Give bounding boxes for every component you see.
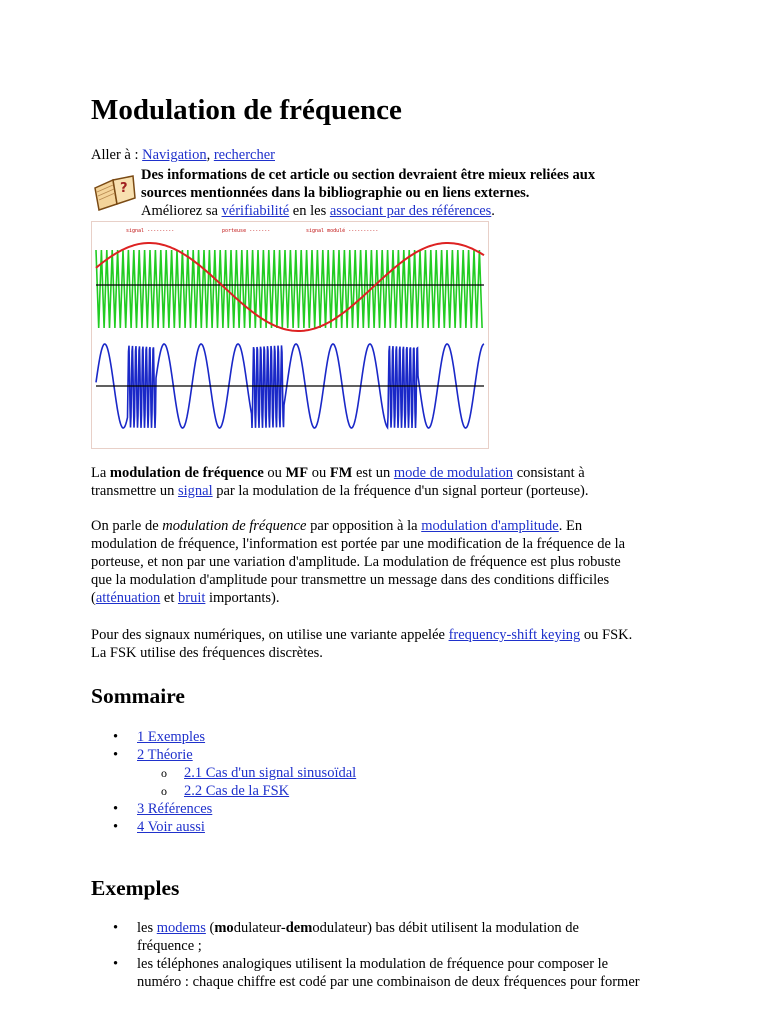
toc-link-theorie[interactable]: 2 Théorie xyxy=(137,747,193,763)
amplitude-modulation-link[interactable]: modulation d'amplitude xyxy=(421,518,559,534)
ex2-line-1: les téléphones analogiques utilisent la modulation de fréquence pour composer le xyxy=(137,956,609,972)
legend-signal: signal --------- xyxy=(126,228,175,234)
p2-text-1: On parle de xyxy=(91,518,163,534)
toc-subitem xyxy=(91,782,691,800)
jump-links xyxy=(91,146,275,164)
toc-heading: Sommaire xyxy=(91,684,185,708)
p2-line-2: modulation de fréquence, l'information est portée par une modification de la fréquence de la xyxy=(91,536,626,552)
jump-prefix: Aller à : xyxy=(91,147,143,163)
fm-illustration xyxy=(91,221,489,449)
toc-link-fsk[interactable]: 2.2 Cas de la FSK xyxy=(184,783,290,799)
toc-item xyxy=(91,728,691,746)
p1-text-3: ou xyxy=(308,465,330,481)
search-link[interactable]: rechercher xyxy=(213,147,275,163)
toc-subitem xyxy=(91,764,691,782)
toc-item xyxy=(91,746,691,764)
p2-italic: modulation de fréquence xyxy=(162,518,307,534)
table-of-contents xyxy=(91,728,691,836)
notice-mid-text: en les xyxy=(289,203,330,219)
notice-line-1: Des informations de cet article ou section devraient être mieux reliées aux xyxy=(141,167,596,183)
p1-text-5: consistant à xyxy=(513,465,585,481)
p2-text-5: ( xyxy=(91,590,96,606)
p3-line-2: La FSK utilise des fréquences discrètes. xyxy=(91,645,323,661)
ex1-text-2: ( xyxy=(205,920,215,936)
ex1-text-3: dulateur- xyxy=(233,920,286,936)
p2-text-6: et xyxy=(160,590,178,606)
toc-link-voir-aussi[interactable]: 4 Voir aussi xyxy=(137,819,205,835)
p2-line-4: que la modulation d'amplitude pour transmettre un message dans des conditions difficiles xyxy=(91,572,610,588)
book-question-icon xyxy=(91,168,139,212)
modems-link[interactable]: modems xyxy=(156,920,206,936)
noise-link[interactable]: bruit xyxy=(177,590,206,606)
verifiability-link[interactable]: vérifiabilité xyxy=(221,203,290,219)
fsk-link[interactable]: frequency-shift keying xyxy=(448,627,581,643)
toc-link-exemples[interactable]: 1 Exemples xyxy=(137,729,206,745)
toc-item xyxy=(91,800,691,818)
notice-line-2: sources mentionnées dans la bibliographie ou en liens externes. xyxy=(141,185,530,201)
p1-text-7: par la modulation de la fréquence d'un signal porteur (porteuse). xyxy=(212,483,589,499)
examples-list xyxy=(91,919,691,991)
ex1-text-1: les xyxy=(137,920,157,936)
p1-text-2: ou xyxy=(263,465,286,481)
notice-end-text: . xyxy=(491,203,495,219)
jump-separator: , xyxy=(206,147,214,163)
p2-text-3: . En xyxy=(558,518,583,534)
p1-text-4: est un xyxy=(352,465,394,481)
p1-bold-3: FM xyxy=(329,465,353,481)
p1-bold-1: modulation de fréquence xyxy=(109,465,264,481)
ex2-line-2: numéro : chaque chiffre est codé par une combinaison de deux fréquences pour former xyxy=(137,974,640,990)
fsk-paragraph xyxy=(91,626,671,662)
toc-link-sinusoidal[interactable]: 2.1 Cas d'un signal sinusoïdal xyxy=(184,765,357,781)
modulation-mode-link[interactable]: mode de modulation xyxy=(393,465,514,481)
notice-improve-text: Améliorez sa xyxy=(141,203,222,219)
page-title: Modulation de fréquence xyxy=(91,94,402,126)
p2-text-7: importants). xyxy=(205,590,280,606)
carrier-wave xyxy=(96,250,482,328)
p3-text-1: Pour des signaux numériques, on utilise une variante appelée xyxy=(91,627,449,643)
p2-text-2: par opposition à la xyxy=(306,518,422,534)
example-item xyxy=(91,955,691,991)
p2-line-3: porteuse, et non par une variation d'amplitude. La modulation de fréquence est plus robuste xyxy=(91,554,621,570)
p1-bold-2: MF xyxy=(285,465,309,481)
fm-diagram xyxy=(92,222,488,448)
references-link[interactable]: associant par des références xyxy=(329,203,492,219)
examples-heading: Exemples xyxy=(91,876,180,900)
comparison-paragraph xyxy=(91,517,671,607)
svg-text:?: ? xyxy=(120,181,128,196)
signal-link[interactable]: signal xyxy=(177,483,213,499)
navigation-link[interactable]: Navigation xyxy=(142,147,207,163)
ex1-line-2: fréquence ; xyxy=(137,938,202,954)
ex1-bold-2: dem xyxy=(285,920,313,936)
legend-modulated: signal modulé ---------- xyxy=(306,228,379,234)
intro-paragraph xyxy=(91,464,671,500)
notice-line-3 xyxy=(141,202,681,220)
attenuation-link[interactable]: atténuation xyxy=(95,590,161,606)
toc-item xyxy=(91,818,691,836)
ex1-text-4: odulateur) bas débit utilisent la modulation de xyxy=(312,920,579,936)
p3-text-2: ou FSK. xyxy=(580,627,633,643)
ex1-bold-1: mo xyxy=(214,920,234,936)
p1-text-1: La xyxy=(91,465,110,481)
p1-text-6: transmettre un xyxy=(91,483,178,499)
legend-carrier: porteuse ------- xyxy=(222,228,271,234)
toc-link-references[interactable]: 3 Références xyxy=(137,801,213,817)
example-item xyxy=(91,919,691,955)
